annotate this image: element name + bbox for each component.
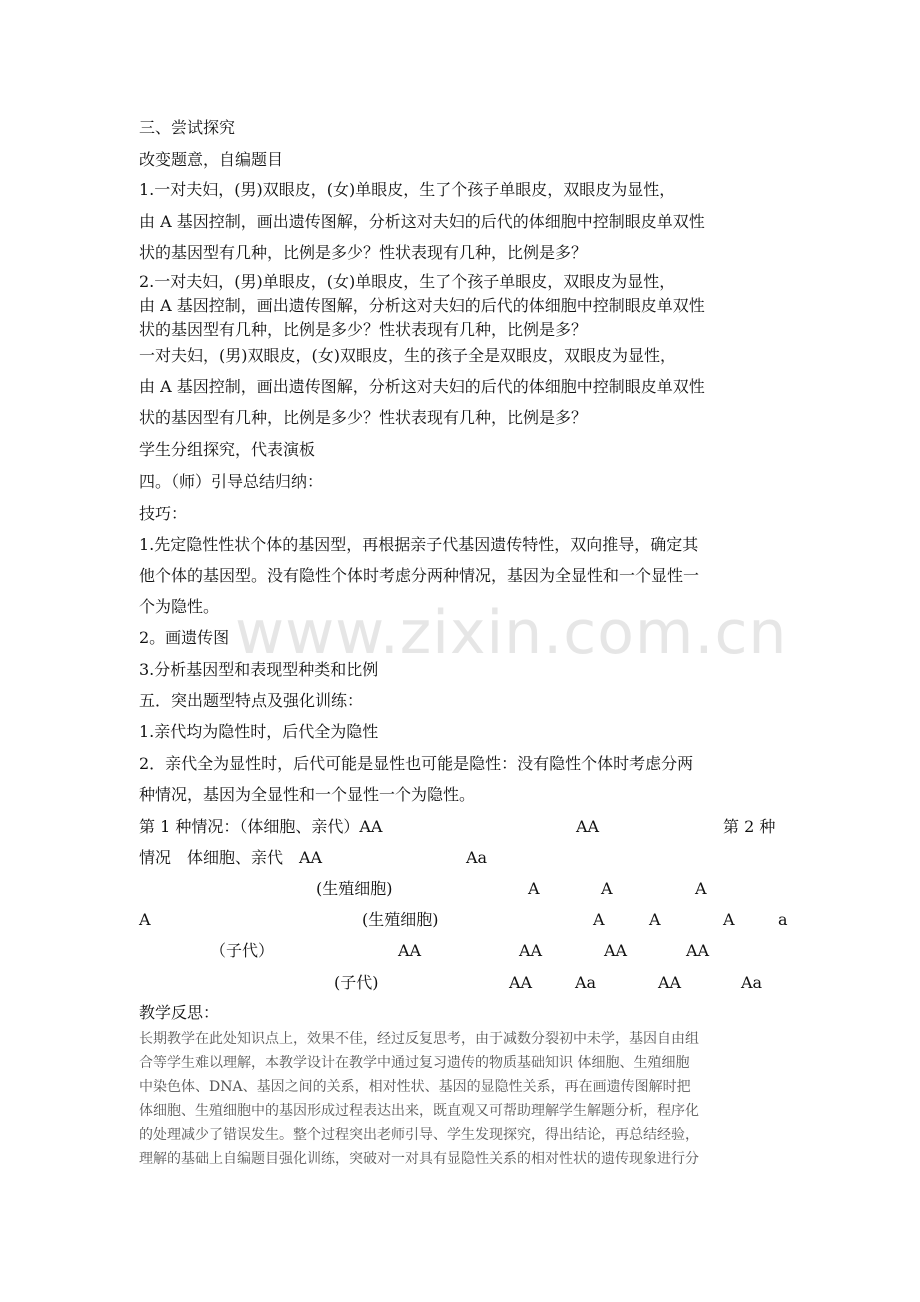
question-1-line: 由 A 基因控制，画出遗传图解，分析这对夫妇的后代的体细胞中控制眼皮单双性 [139, 212, 705, 231]
tip-line: 3.分析基因型和表现型种类和比例 [139, 660, 379, 679]
reflection-line: 的处理减少了错误发生。整个过程突出老师引导、学生发现探究，得出结论，再总结经验， [139, 1127, 699, 1143]
section-5-heading: 五．突出题型特点及强化训练： [139, 691, 364, 710]
genotype: Aa [466, 848, 488, 867]
question-2-line: 2.一对夫妇，(男)单眼皮，(女)单眼皮，生了个孩子单眼皮，双眼皮为显性， [139, 272, 676, 291]
question-3-line: 一对夫妇，(男)双眼皮，(女)双眼皮，生的孩子全是双眼皮，双眼皮为显性， [139, 346, 676, 365]
offspring: AA [509, 973, 533, 992]
gamete: A [723, 910, 735, 929]
offspring: AA [398, 941, 422, 960]
gamete: A [528, 879, 540, 898]
question-3-line: 状的基因型有几种，比例是多少？性状表现有几种，比例是多？ [139, 408, 588, 427]
gamete: A [593, 910, 605, 929]
offspring: AA [519, 941, 543, 960]
diagram-label: (生殖细胞) [316, 879, 393, 898]
genotype: AA [576, 817, 600, 836]
text-line: 种情况，基因为全显性和一个显性一个为隐性。 [139, 785, 476, 804]
gamete: a [778, 910, 788, 929]
tip-line: 2。画遗传图 [139, 628, 230, 647]
text-line: 1.亲代均为隐性时，后代全为隐性 [139, 722, 379, 741]
diagram-label: 情况 体细胞、亲代 AA [139, 848, 323, 867]
section-3-heading: 三、尝试探究 [139, 118, 236, 137]
question-1-line: 1.一对夫妇，(男)双眼皮，(女)单眼皮，生了个孩子单眼皮，双眼皮为显性， [139, 180, 676, 199]
diagram-label: 第 1 种情况：（体细胞、亲代）AA [139, 817, 383, 836]
question-2-line: 由 A 基因控制，画出遗传图解，分析这对夫妇的后代的体细胞中控制眼皮单双性 [139, 296, 705, 315]
tip-line: 1.先定隐性性状个体的基因型，再根据亲子代基因遗传特性，双向推导，确定其 [139, 535, 699, 554]
text-line: 改变题意，自编题目 [139, 150, 284, 169]
question-1-line: 状的基因型有几种，比例是多少？性状表现有几种，比例是多？ [139, 243, 588, 262]
reflection-line: 中染色体、DNA、基因之间的关系，相对性状、基因的显隐性关系，再在画遗传图解时把 [139, 1079, 691, 1095]
question-3-line: 由 A 基因控制，画出遗传图解，分析这对夫妇的后代的体细胞中控制眼皮单双性 [139, 377, 705, 396]
diagram-label: (生殖细胞) [362, 910, 439, 929]
diagram-label: 第 2 种 [723, 817, 776, 836]
offspring: Aa [741, 973, 763, 992]
gamete: A [139, 910, 151, 929]
offspring: AA [686, 941, 710, 960]
gamete: A [601, 879, 613, 898]
reflection-line: 理解的基础上自编题目强化训练，突破对一对具有显隐性关系的相对性状的遗传现象进行分 [139, 1151, 699, 1167]
offspring: AA [658, 973, 682, 992]
text-line: 学生分组探究，代表演板 [139, 440, 316, 459]
tip-line: 他个体的基因型。没有隐性个体时考虑分两种情况，基因为全显性和一个显性一 [139, 566, 700, 585]
text-line: 技巧： [139, 504, 188, 523]
section-4-heading: 四。（师）引导总结归纳： [139, 472, 324, 491]
reflection-line: 长期教学在此处知识点上，效果不佳，经过反复思考，由于减数分裂初中未学，基因自由组 [139, 1031, 699, 1047]
watermark: www.zixin.com.cn [235, 598, 788, 668]
gamete: A [695, 879, 707, 898]
offspring: AA [604, 941, 628, 960]
reflection-line: 体细胞、生殖细胞中的基因形成过程表达出来，既直观又可帮助理解学生解题分析，程序化 [139, 1103, 699, 1119]
diagram-label: (子代) [334, 973, 379, 992]
reflection-title: 教学反思： [139, 1003, 220, 1022]
diagram-label: （子代） [210, 941, 275, 960]
tip-line: 个为隐性。 [139, 597, 220, 616]
reflection-line: 合等学生难以理解，本教学设计在教学中通过复习遗传的物质基础知识 体细胞、生殖细胞 [139, 1055, 690, 1071]
text-line: 2．亲代全为显性时，后代可能是显性也可能是隐性：没有隐性个体时考虑分两 [139, 754, 694, 773]
question-2-line: 状的基因型有几种，比例是多少？性状表现有几种，比例是多？ [139, 320, 588, 339]
offspring: Aa [575, 973, 597, 992]
gamete: A [649, 910, 661, 929]
